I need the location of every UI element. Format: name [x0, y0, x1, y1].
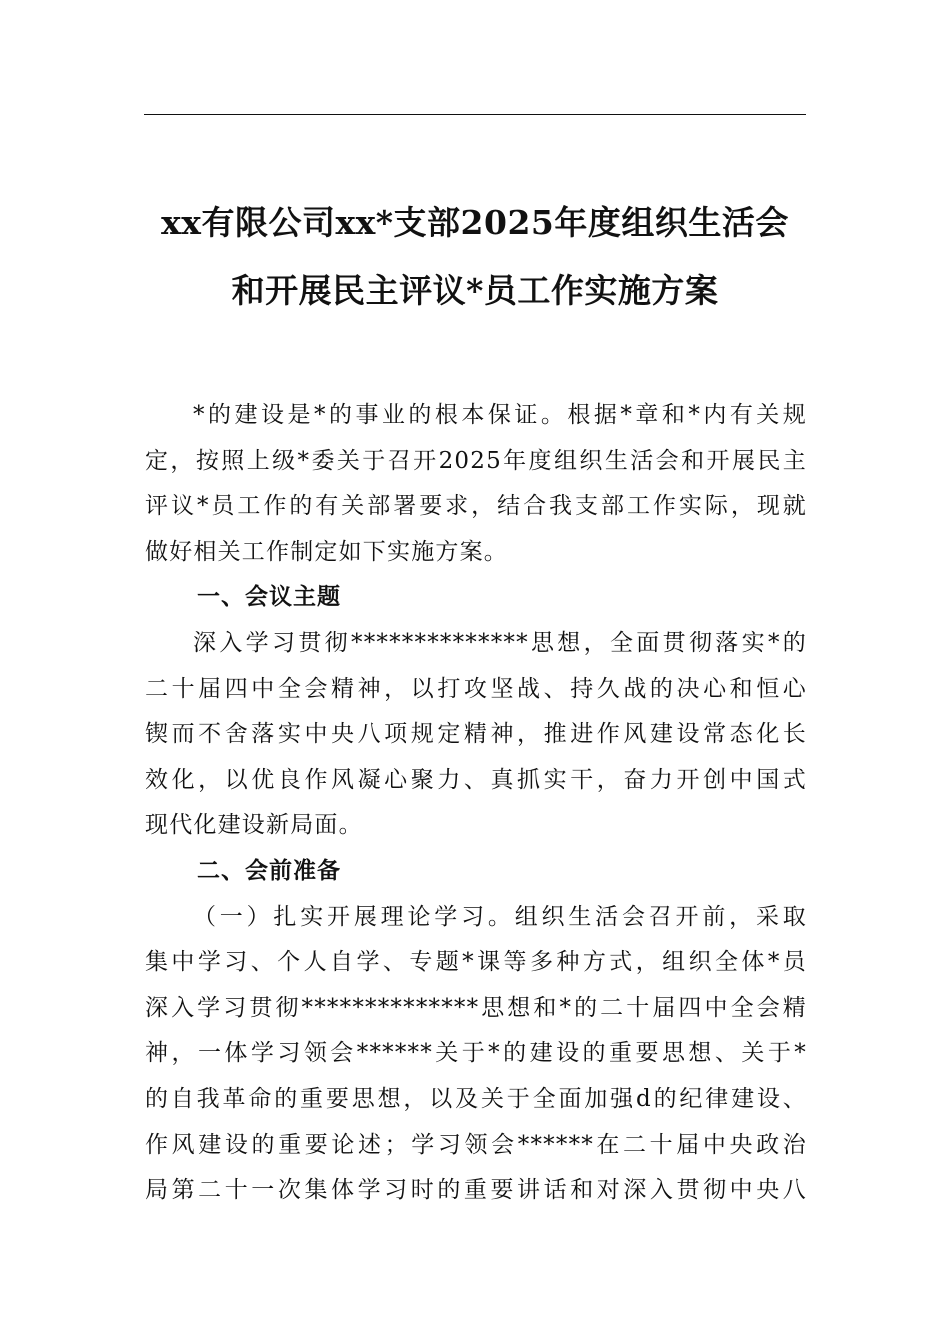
section1-line: 锲而不舍落实中央八项规定精神，推进作风建设常态化长	[145, 721, 807, 748]
section1-line: 二十届四中全会精神，以打攻坚战、持久战的决心和恒心	[145, 675, 807, 702]
section2-line: 的自我革命的重要思想，以及关于全面加强d的纪律建设、	[145, 1085, 807, 1112]
intro-line: 定，按照上级*委关于召开2025年度组织生活会和开展民主	[145, 447, 807, 474]
header-rule	[144, 114, 806, 115]
intro-line: 做好相关工作制定如下实施方案。	[145, 538, 508, 565]
section2-line: 集中学习、个人自学、专题*课等多种方式，组织全体*员	[145, 949, 807, 976]
section2-line: 作风建设的重要论述；学习领会******在二十届中央政治	[145, 1131, 807, 1158]
document-title-line-2: 和开展民主评议*员工作实施方案	[231, 271, 719, 310]
section1-line: 深入学习贯彻**************思想，全面贯彻落实*的	[193, 629, 807, 656]
document-title-line-1: xx有限公司xx*支部2025年度组织生活会	[161, 203, 789, 242]
section2-line: 深入学习贯彻**************思想和*的二十届四中全会精	[145, 994, 807, 1021]
section2-line: （一）扎实开展理论学习。组织生活会召开前，采取	[193, 903, 807, 930]
intro-line: 评议*员工作的有关部署要求，结合我支部工作实际，现就	[145, 493, 807, 520]
section-heading-preparation: 二、会前准备	[197, 857, 341, 884]
section1-line: 效化，以优良作风凝心聚力、真抓实干，奋力开创中国式	[145, 766, 807, 793]
intro-line: *的建设是*的事业的根本保证。根据*章和*内有关规	[193, 402, 807, 428]
section2-line: 局第二十一次集体学习时的重要讲话和对深入贯彻中央八	[145, 1177, 807, 1204]
section-heading-meeting-theme: 一、会议主题	[197, 584, 341, 611]
section1-line: 现代化建设新局面。	[145, 812, 363, 839]
section2-line: 神，一体学习领会******关于*的建设的重要思想、关于*	[145, 1040, 807, 1067]
document-body	[145, 393, 807, 1214]
